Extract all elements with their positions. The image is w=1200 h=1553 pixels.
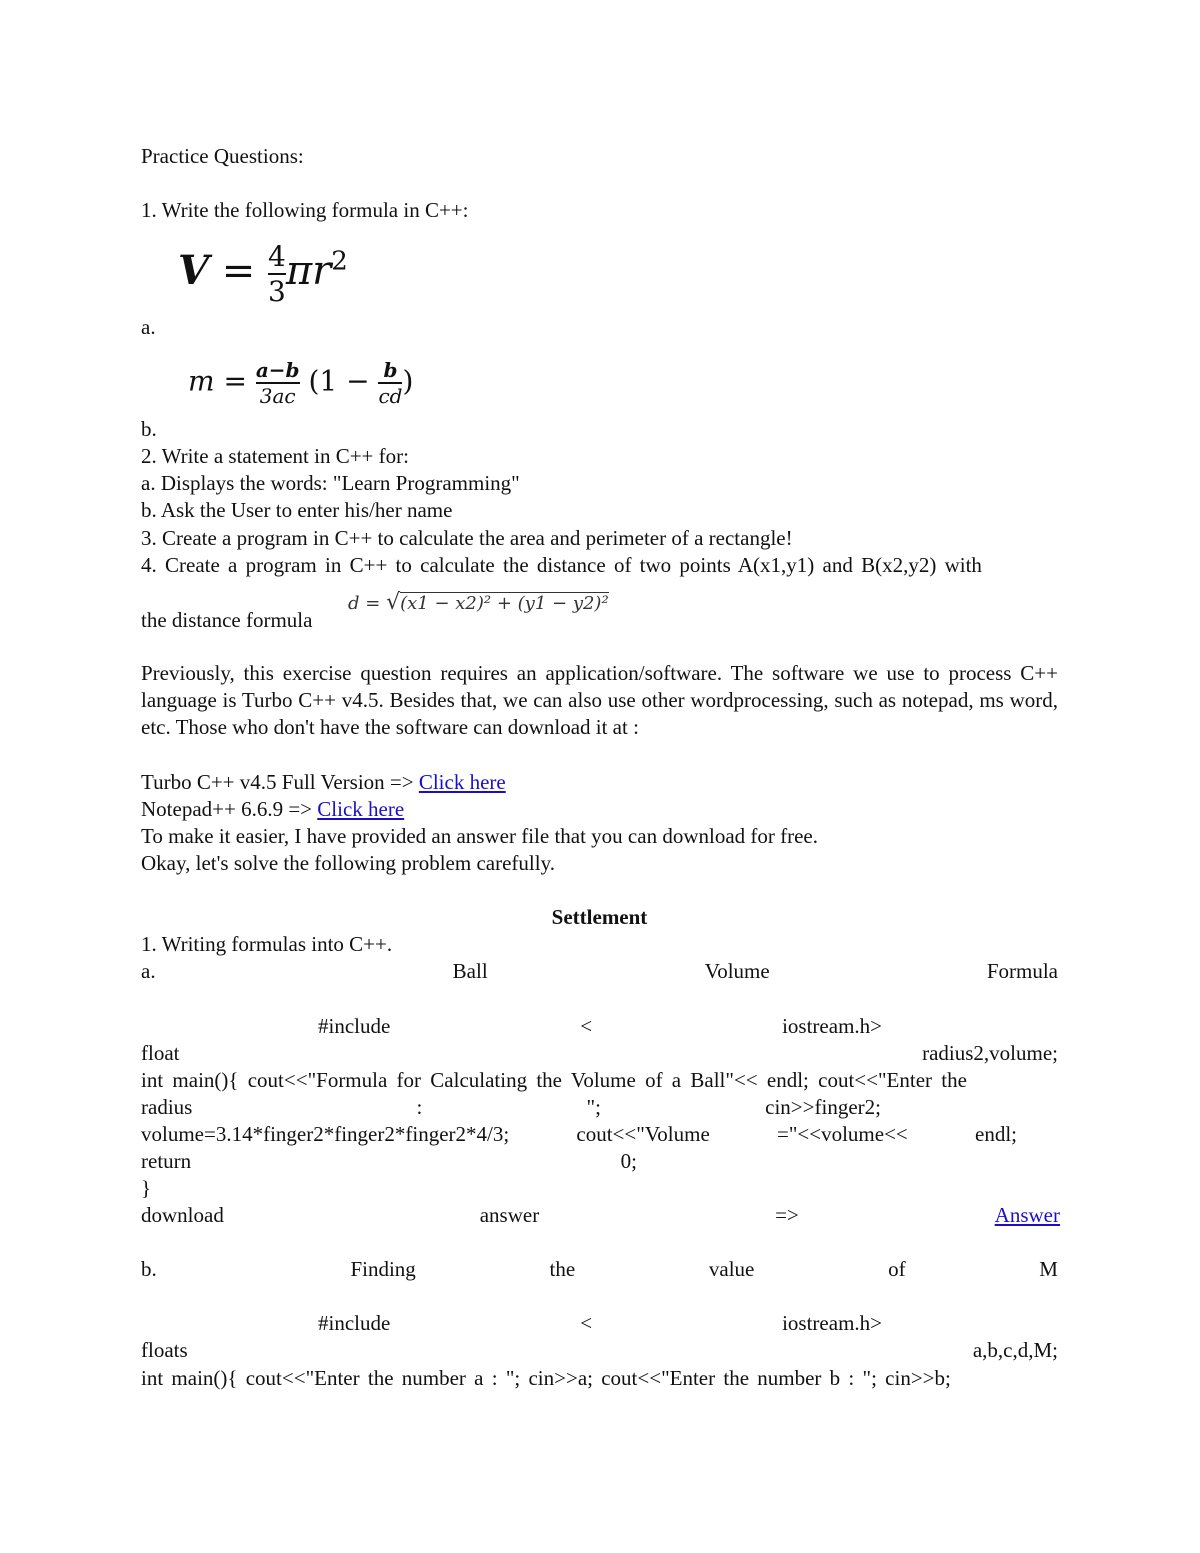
formula-b-inner-fraction: [378, 358, 402, 408]
code-a-include: [318, 1013, 882, 1039]
code-a-radius: [141, 1094, 881, 1120]
code-token: ";: [586, 1095, 601, 1119]
code-token: floats: [141, 1338, 188, 1362]
turbo-download-link[interactable]: Click here: [418, 770, 506, 794]
item1a-word: Volume: [704, 959, 770, 983]
item1a-word: Formula: [986, 959, 1058, 983]
code-a-download: [141, 1202, 1060, 1228]
formula-a-eq: =: [221, 248, 256, 294]
code-a-return: [141, 1148, 637, 1174]
notepad-download-link[interactable]: Click here: [317, 797, 405, 821]
item1a-word: Ball: [452, 959, 488, 983]
formula-b-inner-num: b: [383, 358, 398, 382]
question-2b: b. Ask the User to enter his/her name: [141, 498, 453, 522]
code-token: #include: [318, 1311, 391, 1335]
item1b-word: b.: [141, 1257, 157, 1281]
settlement-item-1a: [141, 958, 1058, 984]
code-token: volume=3.14*finger2*finger2*finger2*4/3;: [141, 1122, 510, 1146]
item1b-word: of: [888, 1257, 906, 1281]
formula-b-lhs: m: [188, 364, 215, 398]
code-token: <: [580, 1014, 593, 1038]
formula-b: [188, 358, 413, 408]
code-token: :: [416, 1095, 423, 1119]
code-token: radius: [141, 1095, 193, 1119]
formula-b-close: ): [402, 364, 414, 398]
question-3: 3. Create a program in C++ to calculate the area and perimeter of a rectangle!: [141, 526, 793, 550]
code-token: download: [141, 1203, 224, 1227]
note-solve: Okay, let's solve the following problem carefully.: [141, 851, 555, 875]
code-a-main: [141, 1067, 1058, 1093]
code-token: <: [580, 1311, 593, 1335]
formula-b-fraction: [256, 358, 300, 408]
formula-b-num: a−b: [255, 358, 300, 382]
turbo-label: Turbo C++ v4.5 Full Version =>: [141, 770, 419, 794]
formula-b-eq: =: [223, 364, 247, 398]
question-4-cont: the distance formula: [141, 608, 313, 632]
label-b: b.: [141, 417, 157, 441]
item1b-word: the: [549, 1257, 576, 1281]
turbo-download-line: [141, 769, 506, 795]
distance-formula: [348, 590, 609, 615]
code-a-close: }: [141, 1176, 152, 1200]
code-token: answer: [479, 1203, 540, 1227]
code-token: endl;: [975, 1122, 1017, 1146]
sqrt-icon: √: [386, 590, 401, 615]
code-token: cin>>finger2;: [765, 1095, 881, 1119]
code-line: int main(){ cout<<"Formula for Calculating the Volume of a Ball"<< endl; cout<<"Enter the: [141, 1068, 967, 1092]
page-title: Practice Questions:: [141, 144, 304, 168]
code-token: a,b,c,d,M;: [972, 1338, 1058, 1362]
item1a-word: a.: [141, 959, 156, 983]
code-token: iostream.h>: [782, 1014, 882, 1038]
distance-lhs: d: [348, 593, 360, 614]
item1b-word: M: [1039, 1257, 1058, 1281]
formula-a-exp: 2: [331, 246, 348, 277]
formula-b-den: 3ac: [259, 384, 296, 408]
code-b-float: [141, 1337, 1058, 1363]
code-token: =>: [775, 1203, 799, 1227]
note-answer-file: To make it easier, I have provided an answer file that you can download for free.: [141, 824, 819, 848]
formula-a-lhs: V: [178, 247, 210, 294]
code-b-include: [318, 1310, 882, 1336]
question-4-text: 4. Create a program in C++ to calculate the distance of two points A(x1,y1) and B(x2,y2) with: [141, 553, 982, 577]
formula-a-num: 4: [268, 240, 286, 273]
code-token: iostream.h>: [782, 1311, 882, 1335]
distance-eq: =: [365, 593, 381, 614]
answer-download-link[interactable]: Answer: [994, 1203, 1060, 1227]
code-a-float: [141, 1040, 1058, 1066]
formula-a-fraction: [268, 240, 286, 308]
code-token: radius2,volume;: [922, 1041, 1058, 1065]
distance-radicand: (x1 − x2)² + (y1 − y2)²: [400, 593, 609, 614]
settlement-title: Settlement: [551, 905, 648, 929]
question-1: 1. Write the following formula in C++:: [141, 198, 469, 222]
code-token: return: [141, 1149, 192, 1173]
settlement-item-1: 1. Writing formulas into C++.: [141, 932, 393, 956]
code-token: cout<<"Volume: [576, 1122, 710, 1146]
formula-a-den: 3: [268, 275, 286, 308]
code-token: float: [141, 1041, 180, 1065]
settlement-item-1b: [141, 1256, 1058, 1282]
formula-a-rest: πr: [285, 248, 332, 294]
code-token: ="<<volume<<: [777, 1122, 908, 1146]
code-line: int main(){ cout<<"Enter the number a : "; cin>>a; cout<<"Enter the number b : "; cin>>b;: [141, 1366, 951, 1390]
code-a-volume: [141, 1121, 1017, 1147]
notepad-download-line: [141, 796, 404, 822]
question-2a: a. Displays the words: "Learn Programming": [141, 471, 520, 495]
item1b-word: value: [708, 1257, 755, 1281]
code-token: 0;: [620, 1149, 637, 1173]
formula-a: [178, 240, 348, 308]
question-2: 2. Write a statement in C++ for:: [141, 444, 409, 468]
item1b-word: Finding: [350, 1257, 416, 1281]
formula-b-inner-den: cd: [378, 384, 403, 408]
code-token: #include: [318, 1014, 391, 1038]
question-4: [141, 552, 1058, 578]
label-a: a.: [141, 315, 156, 339]
formula-b-open: (1 −: [308, 364, 370, 398]
code-b-main: [141, 1365, 1058, 1391]
notepad-label: Notepad++ 6.6.9 =>: [141, 797, 318, 821]
intro-paragraph: Previously, this exercise question requires an application/software. The software we use to process C++ language is Turbo C++ v4.5. Besides that, we can also use other wordprocessing, such as notepad, ms word, etc. Those who don't have the software can download it at :: [141, 661, 1058, 739]
